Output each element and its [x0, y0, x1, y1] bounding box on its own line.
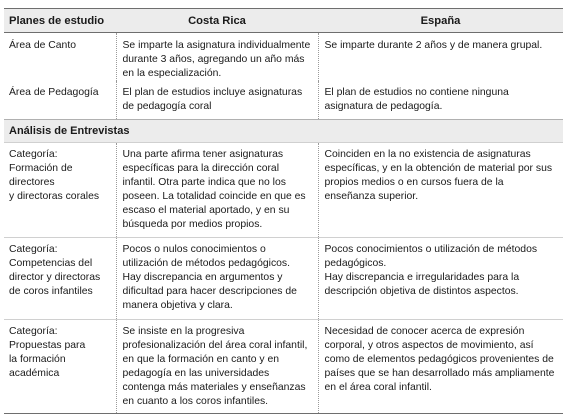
table-row: [4, 238, 563, 320]
cell-costa-rica: Se insiste en la progresiva profesionalización del área coral infantil, en que la formación en canto y en pedagogía en las universidades contenga más materiales y enseñanzas en cuanto a los coros infantiles.: [116, 320, 318, 414]
cell-espana: El plan de estudios no contiene ninguna asignatura de pedagogía.: [318, 81, 563, 120]
row-label: Categoría: Competencias del director y directoras de coros infantiles: [4, 238, 116, 320]
cell-espana: Coinciden en la no existencia de asignaturas específicas, y en la obtención de material por sus propios medios o en cursos fuera de la enseñanza superior.: [318, 143, 563, 238]
comparison-table: [4, 8, 563, 414]
table-row: [4, 81, 563, 120]
header-row: [4, 9, 563, 33]
header-planes-de-estudio: Planes de estudio: [4, 9, 116, 33]
cell-costa-rica: El plan de estudios incluye asignaturas de pedagogía coral: [116, 81, 318, 120]
cell-espana: Pocos conocimientos o utilización de métodos pedagógicos. Hay discrepancia e irregularidades para la descripción objetiva de distintos aspectos.: [318, 238, 563, 320]
cell-costa-rica: Una parte afirma tener asignaturas específicas para la dirección coral infantil. Otra parte indica que no los poseen. La totalidad coincide en que es escaso el material aportado, y en su búsqueda por medios propios.: [116, 143, 318, 238]
document-page: [0, 8, 567, 420]
cell-costa-rica: Pocos o nulos conocimientos o utilización de métodos pedagógicos. Hay discrepancia en argumentos y dificultad para hacer descripciones de manera objetiva y clara.: [116, 238, 318, 320]
cell-espana: Se imparte durante 2 años y de manera grupal.: [318, 33, 563, 82]
row-label: Área de Pedagogía: [9, 87, 99, 98]
row-label: Área de Canto: [9, 40, 77, 51]
table-header: [4, 9, 563, 33]
table-body: [4, 33, 563, 414]
table-row: [4, 143, 563, 238]
row-label: Categoría: Formación de directores y directoras corales: [4, 143, 116, 238]
table-row: [4, 33, 563, 82]
header-espana: España: [318, 9, 563, 33]
section-title: Análisis de Entrevistas: [4, 120, 563, 143]
header-costa-rica: Costa Rica: [116, 9, 318, 33]
cell-costa-rica: Se imparte la asignatura individualmente durante 3 años, agregando un año más en la especialización.: [116, 33, 318, 82]
section-row: [4, 120, 563, 143]
row-label: Categoría: Propuestas para la formación académica: [4, 320, 116, 414]
table-row: [4, 320, 563, 414]
cell-espana: Necesidad de conocer acerca de expresión corporal, y otros aspectos de movimiento, así como de elementos pedagógicos provenientes de países que se han desarrollado más ampliamente en el área coral infantil.: [318, 320, 563, 414]
